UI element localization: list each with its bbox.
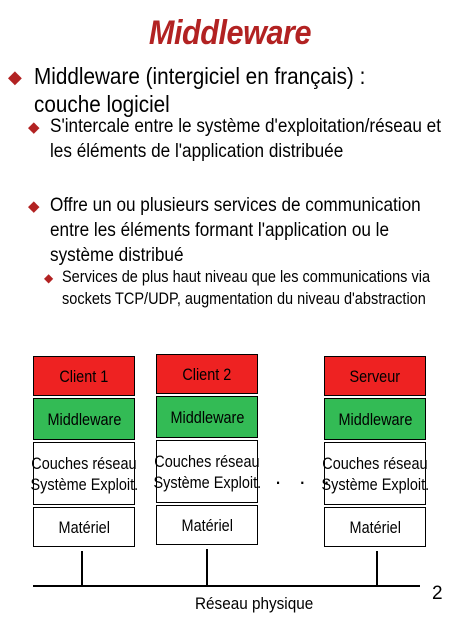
network-layer-label: Couches réseau	[322, 453, 428, 473]
diamond-bullet-icon: ◆	[8, 67, 22, 87]
middleware-layer-box	[324, 398, 426, 440]
diamond-bullet-icon: ◆	[28, 198, 40, 215]
top-layer-box	[156, 354, 258, 394]
os-network-layer-box	[321, 442, 429, 505]
bullet-level2-2	[28, 193, 474, 268]
network-label: Réseau physique	[195, 594, 314, 613]
network-layer-label: Couches réseau	[154, 451, 260, 471]
os-network-layer-box	[30, 442, 138, 505]
hardware-layer-box	[33, 507, 135, 547]
middleware-layer-box	[156, 396, 258, 438]
hardware-layer-label: Matériel	[58, 517, 110, 537]
ellipsis: . . .	[275, 464, 336, 489]
connector-line	[81, 551, 83, 586]
bullet-level2-1	[28, 114, 474, 164]
bullet-text: Services de plus haut niveau que les communications via sockets TCP/UDP, augmentation du niveau d'abstraction	[62, 268, 431, 308]
page-number: 2	[432, 583, 443, 604]
middleware-layer-box	[33, 398, 135, 440]
middleware-layer-label: Middleware	[170, 407, 244, 427]
diamond-bullet-icon: ◆	[44, 271, 54, 285]
connector-line	[376, 551, 378, 586]
stack-client-1	[30, 356, 138, 547]
network-layer-label: Couches réseau	[31, 453, 137, 473]
connector-line	[206, 549, 208, 586]
hardware-layer-label: Matériel	[349, 517, 401, 537]
os-layer-label: Système Exploit.	[321, 474, 429, 494]
top-layer-box	[324, 356, 426, 396]
hardware-layer-box	[324, 507, 426, 547]
hardware-layer-box	[156, 505, 258, 545]
diamond-bullet-icon: ◆	[28, 119, 40, 136]
os-layer-label: Système Exploit.	[153, 472, 261, 492]
slide-title: Middleware	[148, 14, 312, 52]
top-layer-label: Client 2	[182, 364, 232, 384]
top-layer-label: Client 1	[59, 366, 109, 386]
top-layer-label: Serveur	[349, 366, 401, 386]
bullet-level3	[44, 266, 474, 310]
middleware-layer-label: Middleware	[338, 409, 412, 429]
os-layer-label: Système Exploit.	[30, 474, 138, 494]
top-layer-box	[33, 356, 135, 396]
bullet-text: Middleware (intergiciel en français) : couche logiciel	[34, 63, 366, 117]
network-bus-line	[33, 585, 420, 587]
bullet-level1	[8, 62, 474, 118]
bullet-text: S'intercale entre le système d'exploitation/réseau et les éléments de l'application distribuée	[50, 115, 441, 162]
middleware-layer-label: Middleware	[47, 409, 121, 429]
hardware-layer-label: Matériel	[181, 515, 233, 535]
os-network-layer-box	[153, 440, 261, 503]
stack-client-2	[153, 354, 261, 545]
bullet-text: Offre un ou plusieurs services de communication entre les éléments formant l'application ou le système distribué	[50, 194, 421, 266]
stack-server	[321, 356, 429, 547]
